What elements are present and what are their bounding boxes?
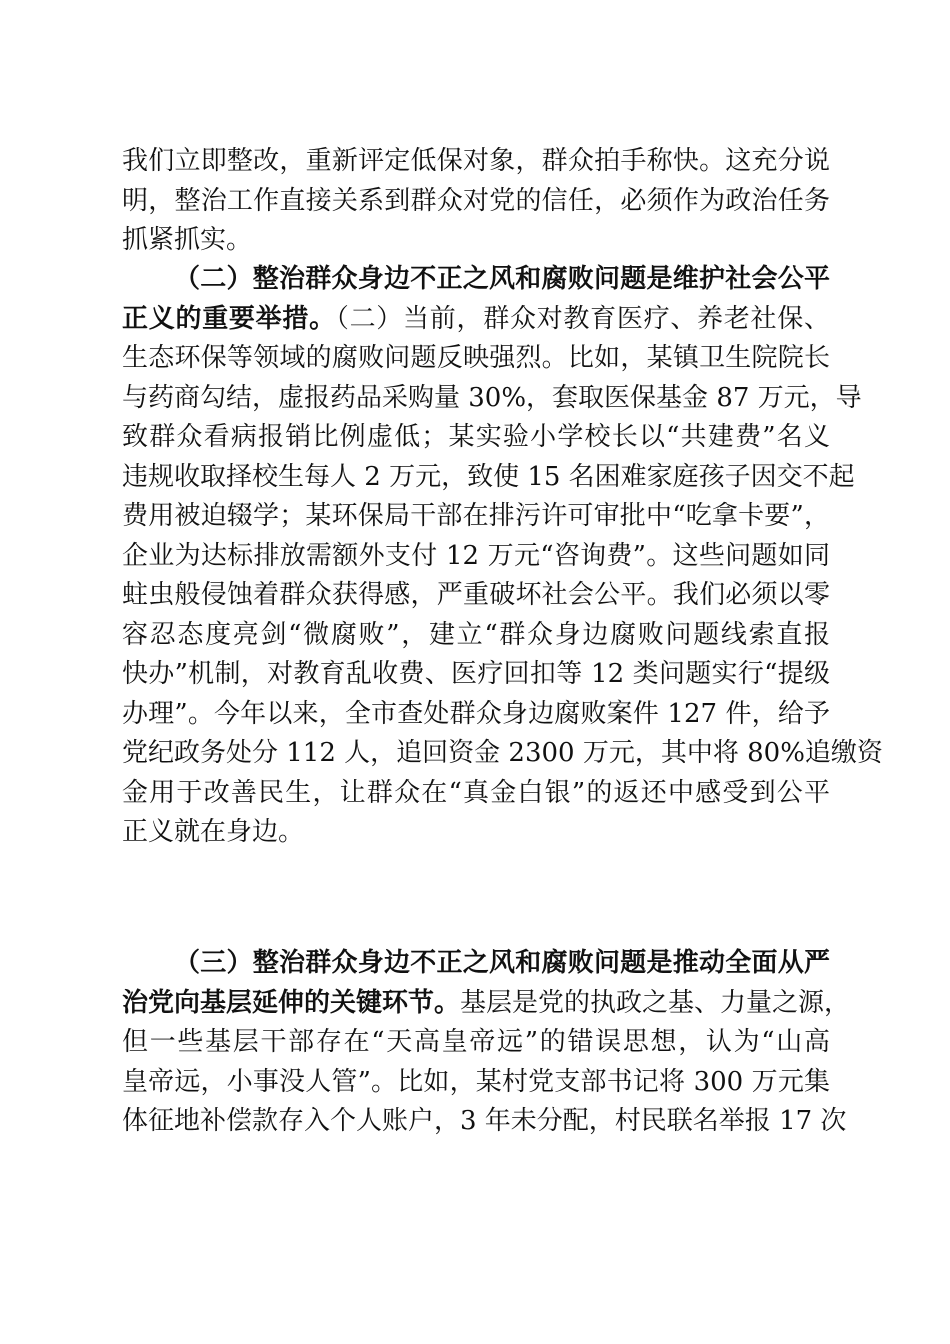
text-line [122, 221, 830, 261]
body-text: 抓紧抓实。 [122, 225, 253, 255]
text-line [122, 458, 855, 498]
text-line [122, 616, 830, 656]
text-line [122, 576, 830, 616]
bold-heading-text: 正义的重要举措。 [122, 303, 336, 334]
body-text: 但一些基层干部存在“天高皇帝远”的错误思想，认为“山高 [122, 1027, 830, 1057]
body-text: 党纪政务处分 112 人，追回资金 2300 万元，其中将 80%追缴资 [122, 738, 883, 768]
text-line [122, 182, 830, 222]
text-line [122, 142, 830, 182]
body-text: 违规收取择校生每人 2 万元，致使 15 名困难家庭孩子因交不起 [122, 461, 855, 492]
text-line [122, 1102, 847, 1142]
text-line [122, 984, 851, 1024]
body-text: 办理”。今年以来，全市查处群众身边腐败案件 127 件，给予 [122, 698, 830, 729]
body-text: （二）当前，群众对教育医疗、养老社保、 [335, 303, 830, 334]
body-text: 皇帝远，小事没人管”。比如，某村党支部书记将 300 万元集 [122, 1066, 830, 1097]
body-text: 致群众看病报销比例虚低；某实验小学校长以“共建费”名义 [122, 422, 830, 452]
text-line [122, 734, 883, 774]
text-line [122, 379, 862, 419]
body-text: 生态环保等领域的腐败问题反映强烈。比如，某镇卫生院院长 [122, 343, 830, 373]
body-text: 基层是党的执政之基、力量之源， [460, 987, 851, 1018]
body-text: 正义就在身边。 [122, 817, 305, 847]
bold-heading-text: 治党向基层延伸的关键环节。 [122, 987, 461, 1018]
body-text: 我们立即整改，重新评定低保对象，群众拍手称快。这充分说 [122, 146, 830, 176]
body-text: 明，整治工作直接关系到群众对党的信任，必须作为政治任务 [122, 185, 830, 216]
body-text: 体征地补偿款存入个人账户，3 年未分配，村民联名举报 17 次 [122, 1106, 847, 1136]
paragraph-continuation [122, 142, 830, 261]
text-line [122, 774, 830, 814]
body-text: 企业为达标排放需额外支付 12 万元“咨询费”。这些问题如同 [122, 540, 830, 571]
text-line [122, 537, 830, 577]
bold-heading-text: （二）整治群众身边不正之风和腐败问题是维护社会公平 [174, 264, 830, 294]
text-line [122, 1063, 830, 1103]
body-text: 快办”机制，对教育乱收费、医疗回扣等 12 类问题实行“提级 [122, 659, 830, 689]
text-line [122, 260, 830, 300]
body-text: 蛀虫般侵蚀着群众获得感，严重破坏社会公平。我们必须以零 [122, 580, 830, 610]
paragraph-section-3 [122, 944, 851, 1142]
body-text: 容忍态度亮剑“微腐败”，建立“群众身边腐败问题线索直报 [122, 619, 830, 650]
text-line [122, 300, 830, 340]
text-line [122, 813, 830, 853]
bold-heading-text: （三）整治群众身边不正之风和腐败问题是推动全面从严 [174, 948, 830, 978]
text-line [122, 1023, 830, 1063]
text-line [122, 655, 830, 695]
body-text: 与药商勾结，虚报药品采购量 30%，套取医保基金 87 万元，导 [122, 382, 862, 413]
text-line [122, 339, 830, 379]
text-line [122, 418, 830, 458]
body-text: 金用于改善民生，让群众在“真金白银”的返还中感受到公平 [122, 777, 830, 808]
paragraph-section-2 [122, 260, 883, 853]
text-line [122, 695, 830, 735]
text-line [122, 497, 830, 537]
body-text: 费用被迫辍学；某环保局干部在排污许可审批中“吃拿卡要”， [122, 501, 830, 531]
text-line [122, 944, 830, 984]
